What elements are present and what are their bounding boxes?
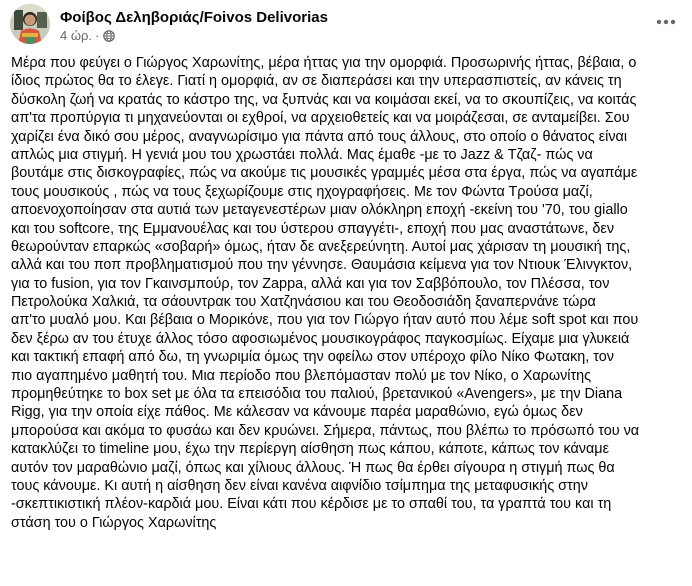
post-timestamp[interactable]: 4 ώρ.: [60, 28, 92, 43]
post-text-line: απ'το μυαλό μου. Και βέβαια ο Μορικόνε, που για τον Γιώργο ήταν αυτό που λέμε soft spot και που: [11, 312, 639, 329]
post-text-line: κατακλύζει το timeline μου, έχω την περίεργη αίσθηση πως κάπου, κάποτε, κάπως τον κάναμε: [11, 441, 610, 458]
post-text-line: απ'τα προπύργια τι μηχανεύονται οι εχθροί, να αρχειοθετείς και να μοιράζεσαι, σε ανταμείβει. Σου: [11, 110, 630, 127]
more-options-icon[interactable]: [652, 14, 680, 30]
post-text-line: δεν ξέρω αν του έτυχε άλλος τόσο αφοσιωμένος μουσικογράφος παγκοσμίως. Είχαμε μια γλυκειά: [11, 330, 630, 347]
post-text-line: Rigg, για την οποία είχε πάθος. Με κάλεσαν να κάνουμε παρέα μαραθώνιο, εγώ όμως δεν: [11, 404, 583, 421]
post-text-line: βουτάμε στις δισκογραφίες, πώς να ακούμε τις μουσικές γραμμές μέσα στα έργα, πώς να αγαπάμε: [11, 165, 638, 182]
post-text-line: στάση του ο Γιώργος Χαρωνίτης: [11, 514, 217, 531]
post-text-line: αποενοχοποίησαν στα αυτιά των μεταγενεστέρων μιαν ολόκληρη εποχή -εκείνη του '70, του giallo: [11, 202, 628, 219]
post-text: [11, 54, 683, 532]
post-text-line: και τακτική επαφή από δω, τη γνωριμία όμως την οφείλω στον υπέροχο φίλο Νίκο Φωτακη, τον: [11, 349, 614, 366]
post-text-line: Μέρα που φεύγει ο Γιώργος Χαρωνίτης, μέρα ήττας για την ομορφιά. Προσωρινής ήττας, βέβαια, ο: [11, 55, 637, 71]
post-meta: [60, 28, 115, 44]
post-text-line: αυτόν τον μαραθώνιο μαζί, όπως και χίλιους άλλους. Ή πως θα έρθει σίγουρα η στιγμή πως θα: [11, 459, 615, 476]
post-text-line: και του softcore, της Εμμανουέλας και του ύστερου σπαγγέτι-, εποχή που μας αναστάτωνε, δεν: [11, 220, 615, 237]
post-text-line: Πετρολούκα Χαλκιά, τα σάουντρακ του Χατζηνάσιου και του Θεοδοσιάδη ξαναπερνάνε τώρα: [11, 294, 596, 311]
post-text-line: -σκεπτικιστική πλέον-καρδιά μου. Είναι κάτι που κέρδισε με το σπαθί του, τα γραπτά του και τη: [11, 496, 612, 513]
post-text-line: πιο αγαπημένο μαθητή του. Μια περίοδο που βλεπόμασταν πολύ με τον Νίκο, ο Χαρωνίτης: [11, 367, 592, 384]
post-header: [0, 0, 692, 44]
post-text-line: για το fusion, για τον Γκαινσμπούρ, τον Zappa, αλλά και για τον Σαββόπουλο, τον Πλέσσα, τον: [11, 275, 610, 292]
post-text-line: ίδιος πρώτος θα το έλεγε. Γιατί η ομορφιά, αν σε διαπεράσει και την υπερασπιστείς, αν κάνεις τη: [11, 73, 622, 90]
post-text-line: αλλά και του ποπ προβληματισμού που την γέννησε. Θαυμάσια κείμενα για τον Ντιουκ Έλινγκτον,: [11, 257, 633, 274]
post-text-line: τους μουσικούς , πώς να τους ξεχωρίζουμε στις ηχογραφήσεις. Με τον Φώντα Τρούσα μαζί,: [11, 183, 593, 200]
post-text-line: θεωρούνταν επαρκώς «σοβαρή» όμως, ήταν δε ανεξερεύνητη. Αυτοί μας χάρισαν τη μουσική της,: [11, 238, 631, 255]
globe-icon[interactable]: [103, 30, 115, 42]
post-text-line: δύσκολη ζωή να κρατάς το κάστρο της, να ξυπνάς και να κοιμάσαι εκεί, να το σκουπίζεις, να κοιτάς: [11, 91, 637, 108]
post-text-line: τους κάνουμε. Κι αυτή η αίσθηση δεν είναι κανένα αιφνίδιο τσίμπημα της μεταφυσικής στην: [11, 477, 588, 494]
meta-separator: ·: [95, 28, 100, 43]
post-text-line: απλώς μια στιγμή. Η γενιά μου του χρωστάει πολλά. Μας έμαθε -με το Jazz & Τζαζ- πώς να: [11, 146, 593, 163]
avatar[interactable]: [10, 4, 50, 44]
post-text-line: χαρίζει ένα δικό σου μέρος, αναγνωρίσιμο για πάντα από τους άλλους, στο οποίο ο θάνατος είναι: [11, 128, 628, 145]
author-name[interactable]: Φοίβος Δεληβοριάς/Fοivos Delivorias: [60, 9, 328, 26]
avatar-image: [10, 4, 50, 44]
post-text-line: μπορούσα και ακόμα το φυσάω και δεν κρυώνει. Σήμερα, πάντως, που βλέπω το πρόσωπό του να: [11, 422, 640, 439]
post-text-line: προμηθεύτηκε το box set με όλα τα επεισόδια του παλιού, βρετανικού «Avengers», με την Diana: [11, 386, 623, 403]
